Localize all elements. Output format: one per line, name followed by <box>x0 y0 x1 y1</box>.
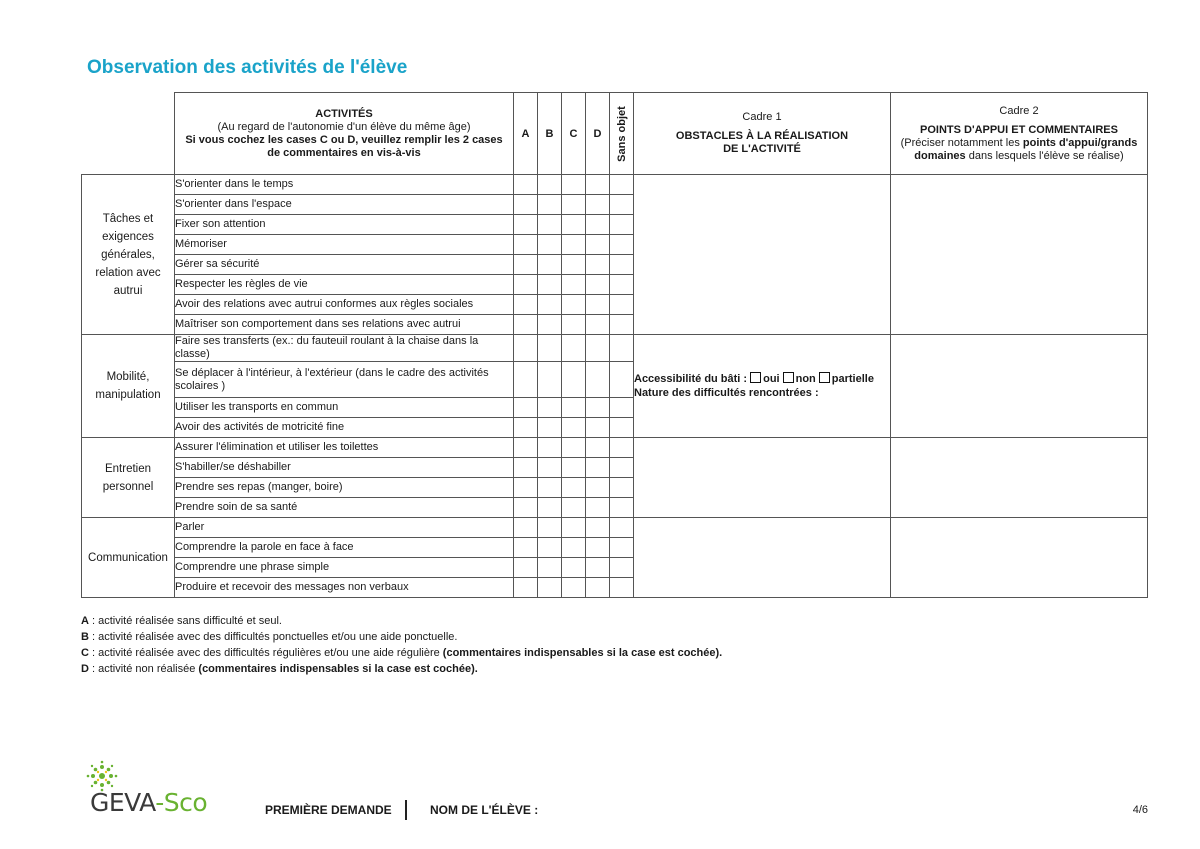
checkbox-c[interactable] <box>562 235 586 255</box>
checkbox-b[interactable] <box>538 498 562 518</box>
checkbox-b[interactable] <box>538 275 562 295</box>
checkbox-oui[interactable] <box>750 372 761 383</box>
checkbox-c[interactable] <box>562 458 586 478</box>
checkbox-a[interactable] <box>514 215 538 235</box>
checkbox-b[interactable] <box>538 458 562 478</box>
activity-label: Respecter les règles de vie <box>175 275 514 295</box>
activity-label: Produire et recevoir des messages non verbaux <box>175 578 514 598</box>
cadre2-cell-entretien[interactable] <box>891 438 1148 518</box>
checkbox-sans-objet[interactable] <box>610 275 634 295</box>
nom-eleve-label: NOM DE L'ÉLÈVE : <box>430 803 539 817</box>
checkbox-a[interactable] <box>514 195 538 215</box>
checkbox-d[interactable] <box>586 458 610 478</box>
legend <box>81 613 722 677</box>
checkbox-b[interactable] <box>538 195 562 215</box>
checkbox-b[interactable] <box>538 335 562 362</box>
checkbox-sans-objet[interactable] <box>610 362 634 398</box>
checkbox-non[interactable] <box>783 372 794 383</box>
checkbox-sans-objet[interactable] <box>610 498 634 518</box>
checkbox-d[interactable] <box>586 195 610 215</box>
category-communication: Communication <box>82 518 175 598</box>
checkbox-c[interactable] <box>562 255 586 275</box>
checkbox-c[interactable] <box>562 362 586 398</box>
category-entretien: Entretien personnel <box>82 438 175 518</box>
checkbox-a[interactable] <box>514 478 538 498</box>
checkbox-a[interactable] <box>514 295 538 315</box>
table-row <box>82 438 1148 458</box>
cadre1-header: Cadre 1 OBSTACLES À LA RÉALISATION DE L'ACTIVITÉ <box>634 93 891 175</box>
table-row <box>82 518 1148 538</box>
blank-corner <box>82 93 175 175</box>
checkbox-a[interactable] <box>514 558 538 578</box>
cadre2-cell-taches[interactable] <box>891 175 1148 335</box>
col-d-header: D <box>586 93 610 175</box>
checkbox-d[interactable] <box>586 215 610 235</box>
accessibilite-label: Accessibilité du bâti : <box>634 373 748 385</box>
checkbox-sans-objet[interactable] <box>610 558 634 578</box>
checkbox-c[interactable] <box>562 498 586 518</box>
checkbox-b[interactable] <box>538 295 562 315</box>
activity-label: Gérer sa sécurité <box>175 255 514 275</box>
checkbox-sans-objet[interactable] <box>610 578 634 598</box>
checkbox-a[interactable] <box>514 362 538 398</box>
checkbox-a[interactable] <box>514 255 538 275</box>
checkbox-sans-objet[interactable] <box>610 458 634 478</box>
checkbox-d[interactable] <box>586 418 610 438</box>
cadre2-header: Cadre 2 POINTS D'APPUI ET COMMENTAIRES (Préciser notamment les points d'appui/grands domaines dans lesquels l'élève se réalise) <box>891 93 1148 175</box>
checkbox-d[interactable] <box>586 255 610 275</box>
checkbox-b[interactable] <box>538 215 562 235</box>
header-row <box>82 93 1148 175</box>
checkbox-a[interactable] <box>514 398 538 418</box>
legend-b: B : activité réalisée avec des difficultés ponctuelles et/ou une aide ponctuelle. <box>81 631 458 643</box>
checkbox-sans-objet[interactable] <box>610 538 634 558</box>
checkbox-c[interactable] <box>562 295 586 315</box>
col-sans-objet-header: Sans objet <box>610 93 634 175</box>
checkbox-a[interactable] <box>514 275 538 295</box>
activity-label: Maîtriser son comportement dans ses relations avec autrui <box>175 315 514 335</box>
checkbox-a[interactable] <box>514 538 538 558</box>
activity-label: S'orienter dans le temps <box>175 175 514 195</box>
checkbox-sans-objet[interactable] <box>610 438 634 458</box>
cadre2-cell-mobilite[interactable] <box>891 335 1148 438</box>
legend-a: A : activité réalisée sans difficulté et seul. <box>81 615 282 627</box>
checkbox-sans-objet[interactable] <box>610 175 634 195</box>
checkbox-d[interactable] <box>586 362 610 398</box>
checkbox-c[interactable] <box>562 315 586 335</box>
activity-label: Fixer son attention <box>175 215 514 235</box>
checkbox-b[interactable] <box>538 478 562 498</box>
col-a-header: A <box>514 93 538 175</box>
checkbox-a[interactable] <box>514 335 538 362</box>
checkbox-b[interactable] <box>538 518 562 538</box>
activity-label: Comprendre la parole en face à face <box>175 538 514 558</box>
checkbox-d[interactable] <box>586 398 610 418</box>
cadre1-cell-mobilite[interactable]: Accessibilité du bâti : oui non partielle Nature des difficultés rencontrées : <box>634 335 891 438</box>
checkbox-d[interactable] <box>586 175 610 195</box>
checkbox-a[interactable] <box>514 235 538 255</box>
premiere-demande-label: PREMIÈRE DEMANDE <box>265 803 392 817</box>
checkbox-c[interactable] <box>562 335 586 362</box>
checkbox-c[interactable] <box>562 518 586 538</box>
cadre2-cell-communication[interactable] <box>891 518 1148 598</box>
checkbox-a[interactable] <box>514 518 538 538</box>
checkbox-b[interactable] <box>538 578 562 598</box>
checkbox-b[interactable] <box>538 315 562 335</box>
footer-divider <box>405 800 407 820</box>
checkbox-b[interactable] <box>538 558 562 578</box>
activity-label: S'habiller/se déshabiller <box>175 458 514 478</box>
checkbox-c[interactable] <box>562 418 586 438</box>
activity-label: Comprendre une phrase simple <box>175 558 514 578</box>
checkbox-a[interactable] <box>514 438 538 458</box>
checkbox-b[interactable] <box>538 438 562 458</box>
activity-label: Prendre ses repas (manger, boire) <box>175 478 514 498</box>
activity-label: Parler <box>175 518 514 538</box>
activity-label: S'orienter dans l'espace <box>175 195 514 215</box>
checkbox-sans-objet[interactable] <box>610 315 634 335</box>
checkbox-sans-objet[interactable] <box>610 215 634 235</box>
page-number: 4/6 <box>1132 804 1148 816</box>
checkbox-b[interactable] <box>538 362 562 398</box>
col-b-header: B <box>538 93 562 175</box>
checkbox-c[interactable] <box>562 275 586 295</box>
cadre1-cell-entretien[interactable] <box>634 438 891 518</box>
checkbox-sans-objet[interactable] <box>610 418 634 438</box>
geva-sco-logo <box>82 760 232 820</box>
checkbox-b[interactable] <box>538 538 562 558</box>
checkbox-d[interactable] <box>586 498 610 518</box>
checkbox-d[interactable] <box>586 315 610 335</box>
checkbox-c[interactable] <box>562 538 586 558</box>
activity-label: Se déplacer à l'intérieur, à l'extérieur (dans le cadre des activités scolaires ) <box>175 362 514 398</box>
checkbox-d[interactable] <box>586 275 610 295</box>
checkbox-d[interactable] <box>586 438 610 458</box>
checkbox-a[interactable] <box>514 458 538 478</box>
checkbox-c[interactable] <box>562 478 586 498</box>
checkbox-d[interactable] <box>586 295 610 315</box>
activities-header: ACTIVITÉS (Au regard de l'autonomie d'un élève du même âge) Si vous cochez les cases C ou D, veuillez remplir les 2 cases de commentaires en vis-à-vis <box>175 93 514 175</box>
activity-label: Mémoriser <box>175 235 514 255</box>
activities-table <box>81 92 1148 598</box>
activity-label: Faire ses transferts (ex.: du fauteuil roulant à la chaise dans la classe) <box>175 335 514 362</box>
checkbox-b[interactable] <box>538 418 562 438</box>
checkbox-c[interactable] <box>562 195 586 215</box>
checkbox-sans-objet[interactable] <box>610 235 634 255</box>
legend-c: C : activité réalisée avec des difficultés régulières et/ou une aide régulière (commentaires indispensables si la case est cochée). <box>81 647 723 659</box>
checkbox-sans-objet[interactable] <box>610 478 634 498</box>
checkbox-d[interactable] <box>586 538 610 558</box>
checkbox-a[interactable] <box>514 578 538 598</box>
legend-d: D : activité non réalisée (commentaires indispensables si la case est cochée). <box>81 663 478 675</box>
checkbox-c[interactable] <box>562 175 586 195</box>
checkbox-d[interactable] <box>586 335 610 362</box>
checkbox-a[interactable] <box>514 418 538 438</box>
checkbox-sans-objet[interactable] <box>610 295 634 315</box>
activity-label: Avoir des relations avec autrui conformes aux règles sociales <box>175 295 514 315</box>
checkbox-c[interactable] <box>562 398 586 418</box>
table-row <box>82 335 1148 362</box>
activity-label: Assurer l'élimination et utiliser les toilettes <box>175 438 514 458</box>
activity-label: Utiliser les transports en commun <box>175 398 514 418</box>
cadre1-cell-taches[interactable] <box>634 175 891 335</box>
checkbox-d[interactable] <box>586 578 610 598</box>
logo-text: GEVA-Sco <box>90 788 208 817</box>
checkbox-a[interactable] <box>514 315 538 335</box>
activity-label: Avoir des activités de motricité fine <box>175 418 514 438</box>
page-title: Observation des activités de l'élève <box>87 57 408 78</box>
activity-label: Prendre soin de sa santé <box>175 498 514 518</box>
checkbox-c[interactable] <box>562 215 586 235</box>
col-c-header: C <box>562 93 586 175</box>
checkbox-c[interactable] <box>562 438 586 458</box>
nature-difficultes-label: Nature des difficultés rencontrées : <box>634 387 819 399</box>
checkbox-a[interactable] <box>514 498 538 518</box>
checkbox-b[interactable] <box>538 255 562 275</box>
table-row <box>82 175 1148 195</box>
checkbox-b[interactable] <box>538 175 562 195</box>
category-mobilite: Mobilité, manipulation <box>82 335 175 438</box>
cadre1-cell-communication[interactable] <box>634 518 891 598</box>
checkbox-c[interactable] <box>562 558 586 578</box>
category-taches: Tâches et exigences générales, relation avec autrui <box>82 175 175 335</box>
checkbox-d[interactable] <box>586 518 610 538</box>
checkbox-d[interactable] <box>586 558 610 578</box>
checkbox-b[interactable] <box>538 235 562 255</box>
checkbox-sans-objet[interactable] <box>610 195 634 215</box>
checkbox-sans-objet[interactable] <box>610 255 634 275</box>
checkbox-d[interactable] <box>586 478 610 498</box>
checkbox-sans-objet[interactable] <box>610 335 634 362</box>
checkbox-a[interactable] <box>514 175 538 195</box>
checkbox-partielle[interactable] <box>819 372 830 383</box>
checkbox-d[interactable] <box>586 235 610 255</box>
checkbox-sans-objet[interactable] <box>610 518 634 538</box>
checkbox-c[interactable] <box>562 578 586 598</box>
checkbox-b[interactable] <box>538 398 562 418</box>
checkbox-sans-objet[interactable] <box>610 398 634 418</box>
